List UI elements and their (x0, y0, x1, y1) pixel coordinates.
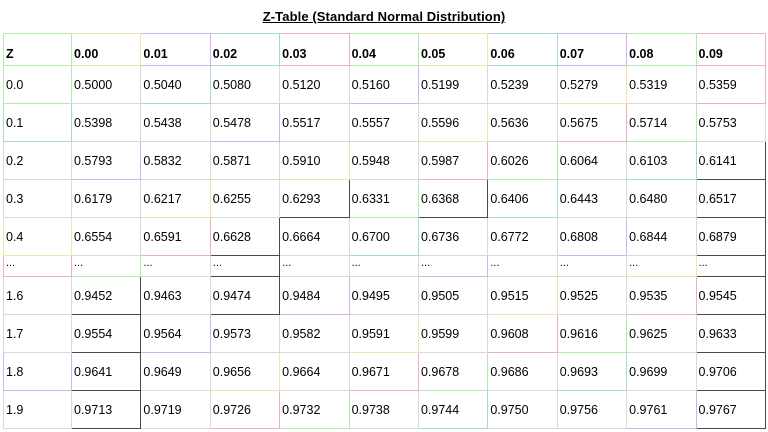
z-value-cell: 0.1 (4, 104, 72, 142)
header-cell-z: Z (4, 34, 72, 66)
probability-cell: 0.6064 (557, 142, 626, 180)
probability-cell: ... (210, 256, 279, 277)
z-value-cell: 1.8 (4, 353, 72, 391)
probability-cell: 0.6664 (280, 218, 349, 256)
probability-cell: 0.9582 (280, 315, 349, 353)
probability-cell: 0.6808 (557, 218, 626, 256)
probability-cell: 0.5000 (72, 66, 141, 104)
probability-cell: 0.5398 (72, 104, 141, 142)
z-value-cell: ... (4, 256, 72, 277)
z-value-cell: 0.4 (4, 218, 72, 256)
probability-cell: 0.6179 (72, 180, 141, 218)
probability-cell: 0.9767 (696, 391, 765, 429)
probability-cell: 0.9525 (557, 277, 626, 315)
probability-cell: 0.6772 (488, 218, 557, 256)
probability-cell: 0.6443 (557, 180, 626, 218)
probability-cell: 0.5910 (280, 142, 349, 180)
probability-cell: 0.6331 (349, 180, 418, 218)
probability-cell: 0.9505 (418, 277, 487, 315)
probability-cell: 0.6293 (280, 180, 349, 218)
probability-cell: ... (72, 256, 141, 277)
probability-cell: 0.5987 (418, 142, 487, 180)
probability-cell: 0.5120 (280, 66, 349, 104)
probability-cell: 0.6026 (488, 142, 557, 180)
probability-cell: ... (280, 256, 349, 277)
header-cell: 0.09 (696, 34, 765, 66)
probability-cell: 0.9693 (557, 353, 626, 391)
probability-cell: 0.5199 (418, 66, 487, 104)
probability-cell: 0.9678 (418, 353, 487, 391)
probability-cell: 0.9484 (280, 277, 349, 315)
probability-cell: 0.9573 (210, 315, 279, 353)
probability-cell: 0.6517 (696, 180, 765, 218)
table-row (4, 353, 766, 391)
probability-cell: 0.6591 (141, 218, 210, 256)
probability-cell: 0.5478 (210, 104, 279, 142)
probability-cell: 0.9699 (627, 353, 696, 391)
header-cell: 0.03 (280, 34, 349, 66)
probability-cell: 0.5675 (557, 104, 626, 142)
probability-cell: 0.9452 (72, 277, 141, 315)
probability-cell: 0.9554 (72, 315, 141, 353)
probability-cell: 0.9756 (557, 391, 626, 429)
probability-cell: 0.9495 (349, 277, 418, 315)
probability-cell: ... (488, 256, 557, 277)
header-cell: 0.00 (72, 34, 141, 66)
probability-cell: 0.9750 (488, 391, 557, 429)
probability-cell: 0.9732 (280, 391, 349, 429)
probability-cell: 0.9535 (627, 277, 696, 315)
z-value-cell: 0.0 (4, 66, 72, 104)
probability-cell: ... (557, 256, 626, 277)
probability-cell: 0.9616 (557, 315, 626, 353)
probability-cell: 0.9545 (696, 277, 765, 315)
probability-cell: 0.6255 (210, 180, 279, 218)
header-cell: 0.05 (418, 34, 487, 66)
probability-cell: 0.5948 (349, 142, 418, 180)
probability-cell: 0.5080 (210, 66, 279, 104)
probability-cell: 0.6217 (141, 180, 210, 218)
header-cell: 0.07 (557, 34, 626, 66)
probability-cell: 0.6879 (696, 218, 765, 256)
probability-cell: 0.6103 (627, 142, 696, 180)
probability-cell: 0.9713 (72, 391, 141, 429)
probability-cell: 0.9591 (349, 315, 418, 353)
z-value-cell: 0.3 (4, 180, 72, 218)
probability-cell: 0.9463 (141, 277, 210, 315)
probability-cell: 0.5438 (141, 104, 210, 142)
header-cell: 0.02 (210, 34, 279, 66)
probability-cell: 0.9656 (210, 353, 279, 391)
probability-cell: 0.6141 (696, 142, 765, 180)
probability-cell: 0.6736 (418, 218, 487, 256)
table-row (4, 142, 766, 180)
probability-cell: 0.9599 (418, 315, 487, 353)
probability-cell: 0.6628 (210, 218, 279, 256)
probability-cell: 0.9564 (141, 315, 210, 353)
header-cell: 0.06 (488, 34, 557, 66)
table-row (4, 315, 766, 353)
probability-cell: 0.9625 (627, 315, 696, 353)
table-row (4, 391, 766, 429)
probability-cell: 0.9686 (488, 353, 557, 391)
page-title: Z-Table (Standard Normal Distribution) (262, 9, 506, 24)
probability-cell: 0.9633 (696, 315, 765, 353)
probability-cell: 0.6700 (349, 218, 418, 256)
probability-cell: 0.5040 (141, 66, 210, 104)
probability-cell: 0.5359 (696, 66, 765, 104)
probability-cell: 0.5557 (349, 104, 418, 142)
z-value-cell: 1.6 (4, 277, 72, 315)
probability-cell: 0.9641 (72, 353, 141, 391)
probability-cell: ... (418, 256, 487, 277)
probability-cell: 0.5753 (696, 104, 765, 142)
probability-cell: 0.9474 (210, 277, 279, 315)
probability-cell: 0.9706 (696, 353, 765, 391)
probability-cell: 0.9515 (488, 277, 557, 315)
probability-cell: 0.9738 (349, 391, 418, 429)
probability-cell: 0.5239 (488, 66, 557, 104)
table-row (4, 277, 766, 315)
probability-cell: 0.9649 (141, 353, 210, 391)
probability-cell: 0.5636 (488, 104, 557, 142)
table-row (4, 218, 766, 256)
probability-cell: 0.9744 (418, 391, 487, 429)
probability-cell: 0.5596 (418, 104, 487, 142)
z-value-cell: 1.7 (4, 315, 72, 353)
ellipsis-row (4, 256, 766, 277)
probability-cell: 0.9761 (627, 391, 696, 429)
table-row (4, 180, 766, 218)
probability-cell: 0.6480 (627, 180, 696, 218)
probability-cell: 0.5871 (210, 142, 279, 180)
probability-cell: ... (696, 256, 765, 277)
probability-cell: 0.6844 (627, 218, 696, 256)
probability-cell: ... (627, 256, 696, 277)
probability-cell: 0.5160 (349, 66, 418, 104)
header-cell: 0.04 (349, 34, 418, 66)
z-table (3, 33, 766, 429)
probability-cell: 0.5832 (141, 142, 210, 180)
probability-cell: 0.9608 (488, 315, 557, 353)
table-row (4, 66, 766, 104)
probability-cell: 0.9671 (349, 353, 418, 391)
probability-cell: 0.6368 (418, 180, 487, 218)
header-cell: 0.08 (627, 34, 696, 66)
probability-cell: 0.5279 (557, 66, 626, 104)
probability-cell: 0.9719 (141, 391, 210, 429)
probability-cell: ... (349, 256, 418, 277)
probability-cell: 0.9726 (210, 391, 279, 429)
header-cell: 0.01 (141, 34, 210, 66)
probability-cell: 0.5793 (72, 142, 141, 180)
probability-cell: 0.5319 (627, 66, 696, 104)
probability-cell: 0.5714 (627, 104, 696, 142)
z-value-cell: 0.2 (4, 142, 72, 180)
probability-cell: ... (141, 256, 210, 277)
probability-cell: 0.6406 (488, 180, 557, 218)
probability-cell: 0.9664 (280, 353, 349, 391)
z-value-cell: 1.9 (4, 391, 72, 429)
table-row (4, 104, 766, 142)
probability-cell: 0.6554 (72, 218, 141, 256)
table-header-row (4, 34, 766, 66)
probability-cell: 0.5517 (280, 104, 349, 142)
